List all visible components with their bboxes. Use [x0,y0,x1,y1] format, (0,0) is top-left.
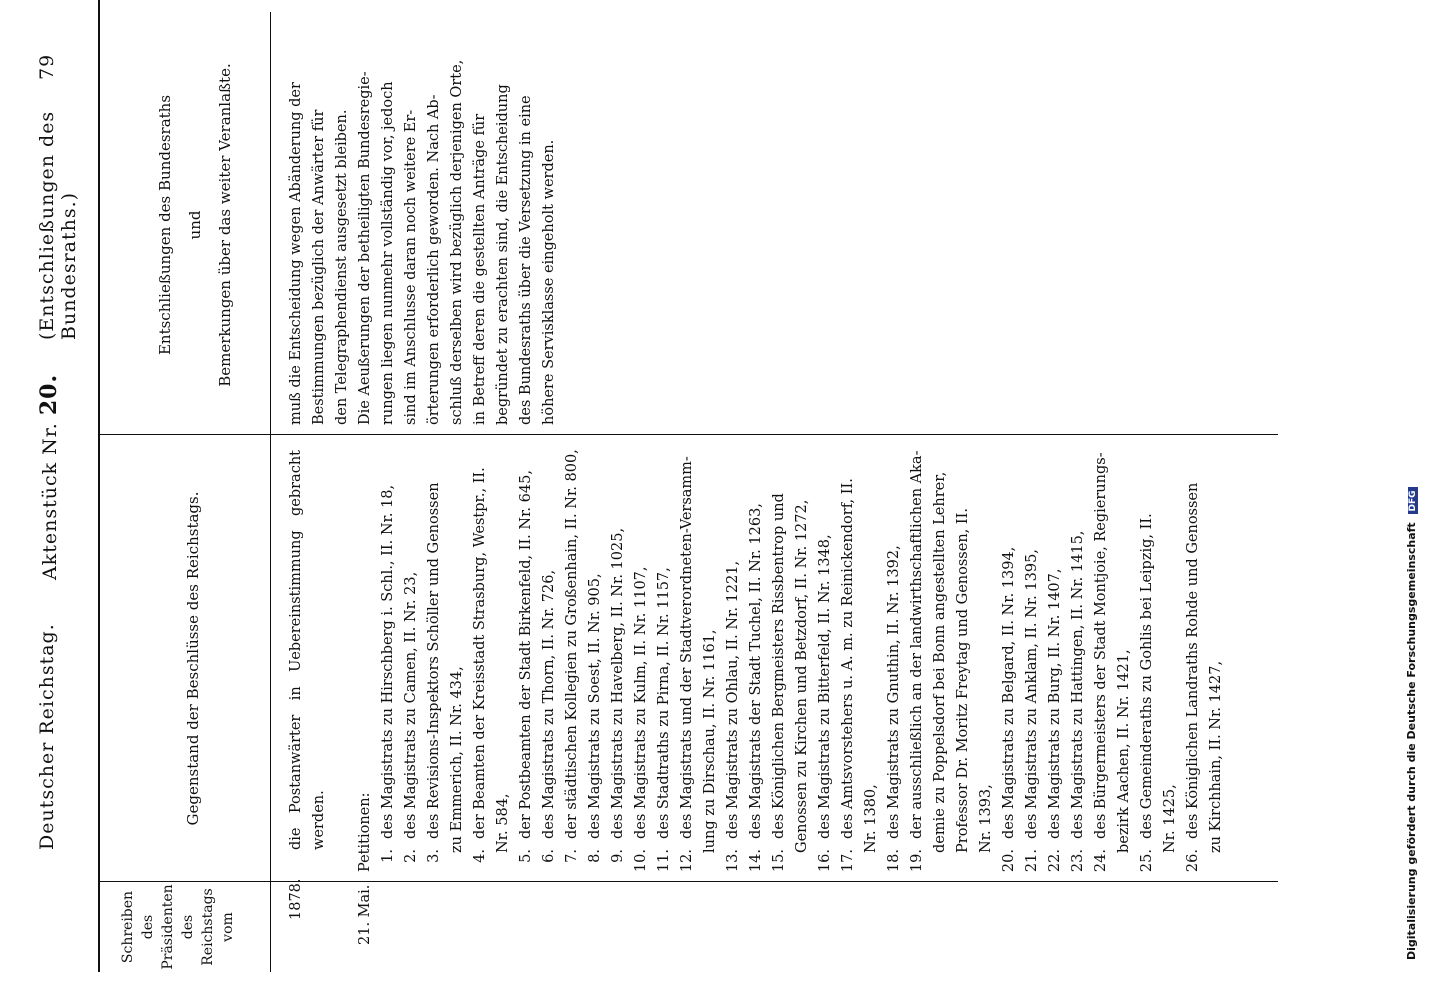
petition-item [998,440,1021,875]
col3-line: Die Aeußerungen der betheiligten Bundesregie- [357,71,373,425]
petition-line: des Königlichen Landraths Rohde und Genossen [1185,482,1201,839]
petition-number: 21. [1024,849,1040,873]
col1-header [118,882,238,972]
col3-line: sind im Anschlusse daran noch weitere Er- [403,109,419,425]
col1-header-line: des [140,914,156,940]
petition-line: des Magistrats zu Havelberg, II. Nr. 1025, [610,527,626,839]
petition-line: des Königlichen Bergmeisters Rissbentrop und [771,493,787,839]
col1-header-line: Schreiben [120,890,136,964]
petition-item [745,440,768,875]
petition-line: des Magistrats zu Thorn, II. Nr. 726, [541,569,557,839]
petition-item [653,440,676,875]
col2-header-text: Gegenstand der Beschlüsse des Reichstags. [184,491,202,826]
petition-line: bezirk Aachen, II. Nr. 1421, [1116,649,1132,853]
petition-item [607,440,630,875]
petition-item [561,440,584,875]
column-rule-1 [98,881,1278,882]
petition-line: des Magistrats und der Stadtverordneten-Versamm- [679,456,695,839]
petition-item [768,440,814,875]
petition-item [1182,440,1228,875]
petition-number: 23. [1070,849,1086,873]
petition-item [1044,440,1067,875]
header-right: (Entschließungen des Bundesraths.) [36,110,80,340]
header-center [36,374,62,580]
petition-line: zu Kirchhain, II. Nr. 1427, [1208,660,1224,853]
petition-item [423,440,469,875]
petition-number: 1. [380,849,396,863]
col3-line: begründet zu erachten sind, die Entscheidung [495,84,511,425]
col1-header-line: Reichstags [200,888,216,966]
petition-number: 16. [817,849,833,873]
page-number: 79 [36,53,58,80]
col1-header-line: vom [220,912,236,942]
page-header [28,0,80,1000]
petition-number: 8. [587,849,603,863]
petition-number: 5. [518,849,534,863]
date-day: 21. Mai. [357,884,373,945]
petition-line: des Magistrats zu Bitterfeld, II. Nr. 1348, [817,534,833,839]
column-rule-2 [98,434,1278,435]
petition-number: 10. [633,849,649,873]
header-bottom-rule [270,12,271,972]
header-center-number: 20. [36,373,62,416]
petition-item [1067,440,1090,875]
petition-line: des Magistrats zu Camen, II. Nr. 23, [403,571,419,839]
col3-line: örterungen erforderlich geworden. Nach Ab- [426,94,442,425]
header-left: Deutscher Reichstag. [36,623,58,850]
petition-line: Nr. 1393, [978,784,994,853]
petition-number: 3. [426,849,442,863]
petition-line: der ausschließlich an der landwirthschaftlichen Aka- [909,450,925,839]
header-center-text: Aktenstück Nr. [39,422,61,580]
petition-line: des Revisions-Inspektors Schöller und Genossen [426,482,442,839]
col3-line: muß die Entscheidung wegen Abänderung der [288,82,304,425]
col2-header [182,435,204,882]
petition-line: des Stadtraths zu Pirna, II. Nr. 1157, [656,567,672,839]
col3-line: in Betreff deren die gestellten Anträge für [472,113,488,425]
petition-number: 18. [886,849,902,873]
petition-number: 6. [541,849,557,863]
petition-number: 24. [1093,849,1109,873]
petition-line: des Magistrats zu Anklam, II. Nr. 1395, [1024,549,1040,839]
petition-line: des Magistrats zu Gnuthin, II. Nr. 1392, [886,545,902,839]
stamp-text: Digitalisierung gefördert durch die Deutsche Forschungsgemeinschaft [1405,522,1418,960]
petition-number: 17. [840,849,856,873]
col2-intro-line: werden. [311,790,327,850]
petition-line: des Magistrats zu Soest, II. Nr. 905, [587,573,603,839]
col1-header-line: Präsidenten [160,884,176,970]
petition-line: demie zu Poppelsdorf bei Bonn angestellten Lehrer, [932,471,948,853]
col3-header-line: Entschließungen des Bundesraths [156,94,174,356]
petition-item [469,440,515,875]
col2-intro-line: die Postanwärter in Uebereinstimmung gebracht [288,450,304,850]
date-year: 1878. [288,878,304,920]
petition-line: des Magistrats zu Burg, II. Nr. 1407, [1047,568,1063,839]
petition-item [883,440,906,875]
petition-number: 11. [656,849,672,873]
petition-item [1021,440,1044,875]
dfg-logo: DFG [1408,487,1418,514]
petition-item [630,440,653,875]
col3-header-line: Bemerkungen über das weiter Veranlaßte. [216,63,234,387]
petition-line: der Beamten der Kreisstadt Strasburg, Westpr., II. [472,467,488,839]
petition-item [837,440,883,875]
petition-line: des Magistrats zu Hirschberg i. Schl., II. Nr. 18, [380,484,396,839]
col3-line: rungen liegen nunmehr vollständig vor, jedoch [380,81,396,425]
petition-item [906,440,998,875]
petition-line: des Bürgermeisters der Stadt Montjoie, Regierungs- [1093,452,1109,839]
digitization-stamp [1405,0,1425,960]
petition-number: 7. [564,849,580,863]
petitions-label: Petitionen: [357,792,373,872]
col1-header-line: des [180,914,196,940]
petition-line: des Magistrats zu Hattingen, II. Nr. 1415, [1070,530,1086,839]
petition-line: Professor Dr. Moritz Freytag und Genossen, II. [955,508,971,853]
petition-number: 2. [403,849,419,863]
petition-line: des Magistrats zu Ohlau, II. Nr. 1221, [725,560,741,839]
petition-number: 15. [771,849,787,873]
petition-number: 19. [909,849,925,873]
petition-line: Nr. 1425, [1162,784,1178,853]
petition-line: Nr. 1380, [863,784,879,853]
petition-line: zu Emmerich, II. Nr. 434, [449,666,465,853]
petition-line: Genossen zu Kirchen und Betzdorf, II. Nr. 1272, [794,499,810,853]
petition-line: lung zu Dirschau, II. Nr. 1161, [702,629,718,853]
petition-number: 22. [1047,849,1063,873]
petition-item [400,440,423,875]
petition-item [377,440,400,875]
petition-line: der städtischen Kollegien zu Großenhain, II. Nr. 800, [564,449,580,839]
col3-line: des Bundesraths über die Versetzung in eine [518,95,534,425]
petition-line: des Magistrats zu Kulm, II. Nr. 1107, [633,566,649,839]
col3-line: schluß derselben wird bezüglich derjenigen Orte, [449,59,465,425]
petition-item [1090,440,1136,875]
petition-line: des Magistrats der Stadt Tuchel, II. Nr. 1263, [748,503,764,839]
petition-item [722,440,745,875]
petition-item [515,440,538,875]
col3-text [285,20,561,425]
petition-number: 25. [1139,849,1155,873]
col3-header-line: und [186,210,204,240]
col3-line: Bestimmungen bezüglich der Anwärter für [311,109,327,425]
petition-number: 4. [472,849,488,863]
petition-number: 13. [725,849,741,873]
petition-line: des Magistrats zu Belgard, II. Nr. 1394, [1001,546,1017,839]
petition-number: 12. [679,849,695,873]
table-top-rule [98,0,100,972]
col3-header [150,15,240,435]
petition-number: 20. [1001,849,1017,873]
petition-item [584,440,607,875]
petition-line: der Postbeamten der Stadt Birkenfeld, II. Nr. 645, [518,470,534,839]
petition-item [1136,440,1182,875]
petition-item [538,440,561,875]
petition-line: des Amtsvorstehers u. A. m. zu Reinickendorf, II. [840,478,856,839]
petition-line: des Gemeinderaths zu Gohlis bei Leipzig, II. [1139,513,1155,839]
col2-intro [285,450,331,850]
petition-number: 26. [1185,849,1201,873]
col3-line: den Telegraphendienst ausgesetzt bleiben. [334,109,350,425]
petition-line: Nr. 584, [495,793,511,853]
petition-item [814,440,837,875]
petition-number: 14. [748,849,764,873]
petition-number: 9. [610,849,626,863]
col3-line: höhere Servisklasse eingeholt werden. [541,139,557,425]
petition-item [676,440,722,875]
